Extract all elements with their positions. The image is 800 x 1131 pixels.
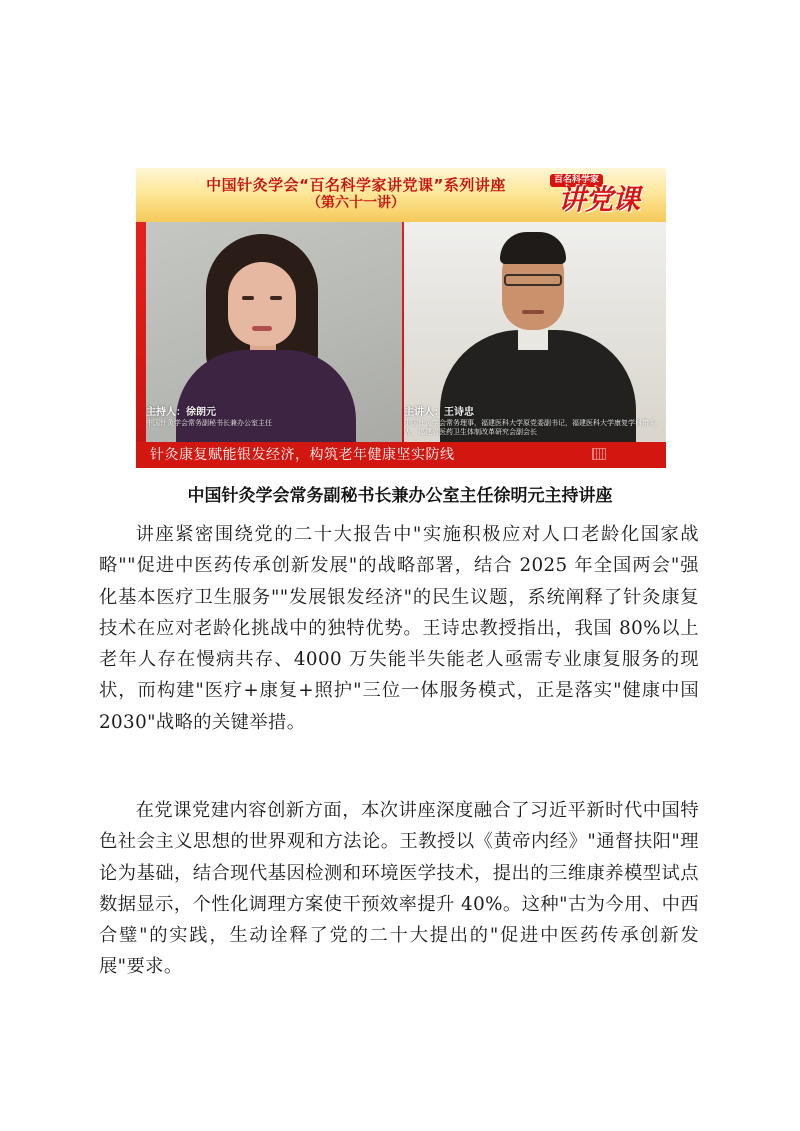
host-mouth: [252, 326, 272, 331]
host-description: 中国针灸学会常务副秘书长兼办公室主任: [146, 419, 272, 427]
signal-icon: [592, 448, 606, 460]
speaker-caption: [404, 406, 666, 437]
speaker-hair: [500, 232, 566, 264]
body-paragraph: 在党课党建内容创新方面，本次讲座深度融合了习近平新时代中国特色社会主义思想的世界观和方法论。王教授以《黄帝内经》"通督扶阳"理论为基础，结合现代基因检测和环境医学技术，提出的三维康养模型试点数据显示，个性化调理方案使干预效率提升 40%。这种"古为今用、中西合璧"的实践，生动诠释了党的二十大提出的"促进中医药传承创新发展"要求。: [99, 800, 699, 978]
speaker-mouth: [522, 310, 544, 314]
slogan-text: 针灸康复赋能银发经济，构筑老年健康坚实防线: [150, 447, 455, 463]
logo-main-text: 讲党课: [558, 183, 640, 216]
body-paragraph: 讲座紧密围绕党的二十大报告中"实施积极应对人口老龄化国家战略""促进中医药传承创新发展"的战略部署，结合 2025 年全国两会"强化基本医疗卫生服务""发展银发经济"的民生议题，系统阐释了针灸康复技术在应对老龄化挑战中的独特优势。王诗忠教授指出，我国 80%以上老年人存在慢病共存、4000 万失能半失能老人亟需专业康复服务的现状，而构建"医疗+康复+照护"三位一体服务模式，正是落实"健康中国 2030"战略的关键举措。: [99, 524, 699, 733]
logo-small-text: 百名科学家: [550, 174, 603, 187]
speaker-role: 主讲人：王诗忠: [404, 407, 474, 418]
host-face: [228, 262, 296, 346]
slogan-bar: [136, 442, 666, 468]
host-eye: [270, 296, 282, 300]
name-captions: [146, 406, 666, 442]
lecture-screenshot: [136, 168, 666, 468]
host-eye: [242, 296, 254, 300]
host-caption: [146, 406, 402, 428]
speaker-description: 中国针灸学会常务理事，福建医科大学原党委副书记，福建医科大学康复学科带头人，福建省医药卫生体制改革研究会副会长: [404, 419, 656, 436]
lecture-logo: [548, 172, 660, 220]
speaker-glasses: [504, 274, 562, 286]
host-role: 主持人：徐朗元: [146, 407, 216, 418]
banner-title: 中国针灸学会“百名科学家讲党课”系列讲座: [206, 176, 506, 194]
figure-caption: 中国针灸学会常务副秘书长兼办公室主任徐明元主持讲座: [187, 486, 613, 506]
banner-subtitle: （第六十一讲）: [307, 195, 405, 211]
